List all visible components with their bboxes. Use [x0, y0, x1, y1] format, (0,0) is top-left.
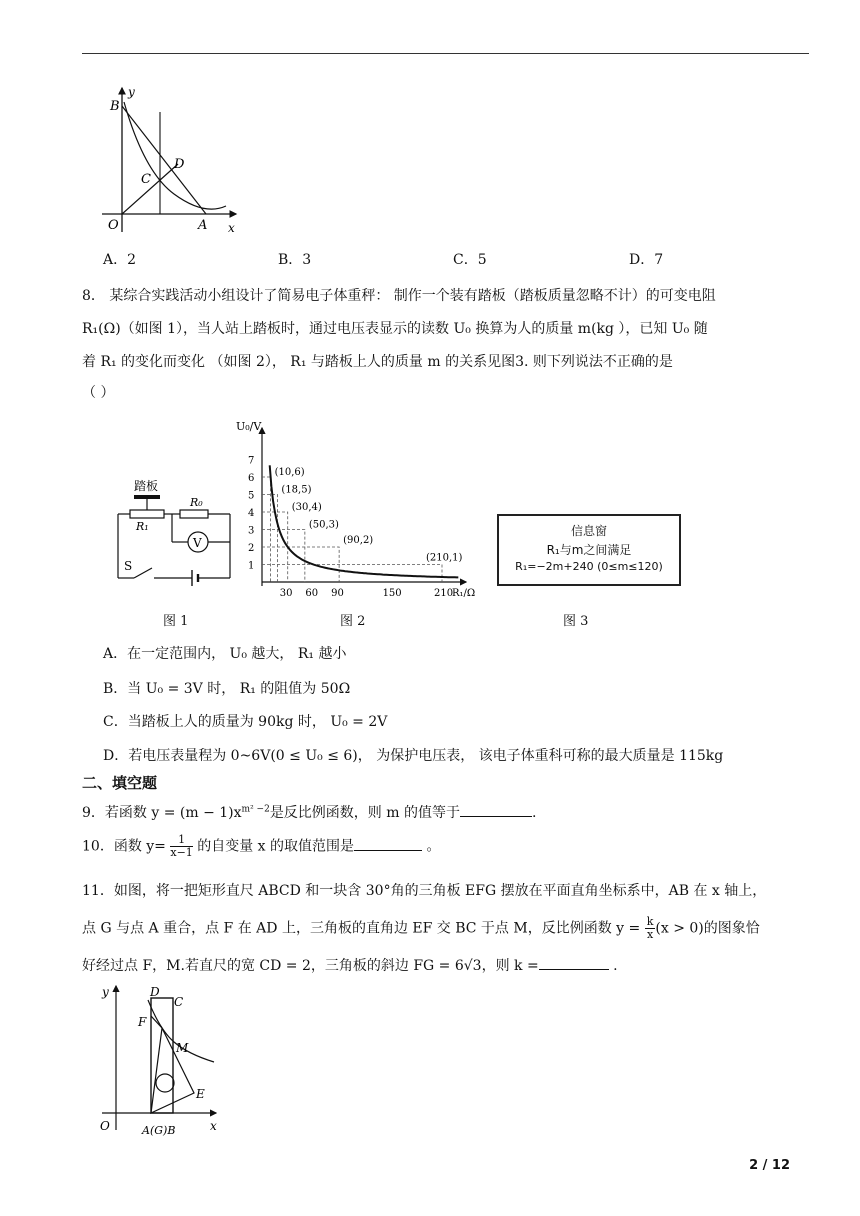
q11-figure — [96, 980, 236, 1140]
fig2-ytick: 2 — [248, 543, 255, 554]
q10 — [82, 834, 440, 859]
q7-option-c: C．5 — [453, 252, 487, 268]
q11-line3-pre: 好经过点 F，M.若直尺的宽 CD = 2，三角板的斜边 FG = 6√3，则 k = — [82, 958, 539, 974]
q10-end: 。 — [426, 838, 441, 855]
label-d: D — [174, 157, 185, 172]
q9-blank[interactable] — [460, 804, 532, 817]
fig2-xtick: 150 — [382, 588, 402, 599]
q10-numerator: 1 — [170, 834, 192, 847]
q11-line2-post: (x > 0)的图象恰 — [655, 920, 760, 937]
fig3-caption: 图 3 — [563, 614, 589, 629]
q11-label-m: M — [176, 1041, 189, 1055]
q8-option-c: C．当踏板上人的质量为 90kg 时， U₀ = 2V — [103, 714, 388, 730]
header-rule — [82, 53, 809, 54]
q7-option-d: D．7 — [629, 252, 664, 268]
fig2-ytick: 7 — [248, 455, 255, 467]
q11-line2-pre: 点 G 与点 A 重合，点 F 在 AD 上，三角板的直角边 EF 交 BC 于点 M，反比例函数 y = — [82, 920, 641, 937]
fig3-line1: R₁与m之间满足 — [546, 543, 632, 557]
hyperbola — [124, 102, 226, 209]
label-b: B — [110, 99, 120, 114]
fig2-ytick: 5 — [248, 490, 255, 502]
label-o: O — [108, 218, 119, 233]
fig2-ytick: 4 — [248, 508, 255, 519]
q11-label-o: O — [100, 1119, 110, 1133]
q11-line3 — [82, 955, 618, 975]
q10-denominator: x−1 — [170, 846, 193, 859]
q8-line1: 8． 某综合实践活动小组设计了简易电子体重秤： 制作一个装有踏板（踏板质量忽略不计）的可变电阻 — [82, 288, 716, 304]
q9-pre: 9．若函数 y = (m − 1)x — [82, 805, 242, 821]
fig2-point-label: (30,4) — [291, 502, 322, 513]
q8-fig3-info-box — [497, 514, 681, 586]
section-heading: 二、填空题 — [82, 774, 158, 792]
q11-label-x: x — [210, 1119, 217, 1133]
label-x: x — [228, 221, 235, 235]
q11-numerator: k — [646, 915, 654, 928]
q7-option-a: A．2 — [103, 252, 137, 268]
q8-option-b: B．当 U₀ = 3V 时， R₁ 的阻值为 50Ω — [103, 681, 351, 697]
r1-label: R₁ — [136, 520, 149, 533]
fig2-ytick: 1 — [248, 560, 255, 572]
fig2-xtick: 90 — [331, 588, 344, 599]
q11-label-agb: A(G)B — [142, 1124, 176, 1137]
q8-fig1-circuit — [112, 470, 242, 595]
q8-fig2-graph — [234, 414, 484, 604]
fig2-xtick: 30 — [279, 588, 293, 599]
page-number: 2 / 12 — [749, 1158, 790, 1173]
pedal-label: 踏板 — [134, 479, 159, 493]
label-y: y — [128, 85, 135, 99]
q11-fraction — [645, 916, 656, 941]
r0-label: R₀ — [190, 496, 203, 509]
line-ab — [122, 106, 206, 214]
q9-end: . — [532, 805, 537, 821]
q9-post: 是反比例函数，则 m 的值等于 — [269, 805, 460, 821]
fig2-point-label: (210,1) — [426, 552, 463, 564]
fig2-xtick: 60 — [305, 588, 319, 599]
q8-line2: R₁(Ω)（如图 1），当人站上踏板时，通过电压表显示的读数 U₀ 换算为人的质量 m(kg ），已知 U₀ 随 — [82, 321, 708, 337]
label-a: A — [198, 218, 208, 233]
q11-label-c: C — [174, 995, 184, 1009]
switch — [134, 568, 152, 578]
q10-post: 的自变量 x 的取值范围是 — [197, 838, 355, 855]
q9-exponent: m² −2 — [241, 804, 270, 815]
r1-resistor — [130, 510, 164, 518]
q8-line4: （ ） — [82, 385, 115, 401]
triangle-hole — [156, 1074, 174, 1092]
q11-blank[interactable] — [539, 957, 609, 970]
q11-label-d: D — [150, 985, 160, 999]
q8-line3: 着 R₁ 的变化而变化 （如图 2）， R₁ 与踏板上人的质量 m 的关系见图3. 则下列说法不正确的是 — [82, 354, 673, 370]
r0-resistor — [180, 510, 208, 518]
fig2-point-label: (18,5) — [281, 484, 312, 496]
q10-blank[interactable] — [354, 838, 422, 851]
q11-line3-end: . — [613, 958, 618, 974]
fig2-xtick: 210 — [434, 588, 454, 599]
q8-option-a: A．在一定范围内， U₀ 越大， R₁ 越小 — [103, 646, 347, 662]
switch-label: S — [124, 559, 133, 573]
q10-fraction — [170, 834, 192, 859]
q9 — [82, 802, 536, 822]
q7-option-b: B．3 — [278, 252, 312, 268]
fig2-ylabel: U₀/V — [236, 420, 262, 433]
fig2-point-label: (50,3) — [308, 519, 339, 531]
q10-pre: 10．函数 y= — [82, 838, 166, 855]
fig2-point-label: (10,6) — [274, 467, 305, 478]
q11-label-y: y — [102, 985, 109, 999]
fig2-point-label: (90,2) — [343, 535, 374, 546]
fig2-xlabel: R₁/Ω — [452, 588, 476, 599]
pedal — [134, 495, 160, 499]
q8-option-d: D．若电压表量程为 0~6V(0 ≤ U₀ ≤ 6)， 为保护电压表， 该电子体重科可称的最大质量是 115kg — [103, 748, 724, 764]
label-c: C — [141, 172, 151, 187]
q11-line1: 11．如图，将一把矩形直尺 ABCD 和一块含 30°角的三角板 EFG 摆放在平面直角坐标系中，AB 在 x 轴上， — [82, 883, 767, 899]
q11-label-e: E — [196, 1087, 205, 1101]
fig2-guide — [262, 530, 305, 583]
fig2-ytick: 3 — [248, 525, 255, 537]
q11-line2 — [82, 916, 760, 941]
q7-figure — [96, 82, 246, 238]
q11-denominator: x — [646, 928, 654, 941]
fig3-title: 信息窗 — [570, 524, 607, 538]
fig2-guide — [262, 565, 442, 583]
fig2-caption: 图 2 — [340, 614, 366, 629]
fig2-ytick: 6 — [248, 473, 255, 484]
voltmeter-label: V — [193, 536, 202, 550]
q11-label-f: F — [138, 1015, 147, 1029]
fig3-line2: R₁=−2m+240 (0≤m≤120) — [515, 560, 663, 573]
fig1-caption: 图 1 — [163, 614, 189, 629]
